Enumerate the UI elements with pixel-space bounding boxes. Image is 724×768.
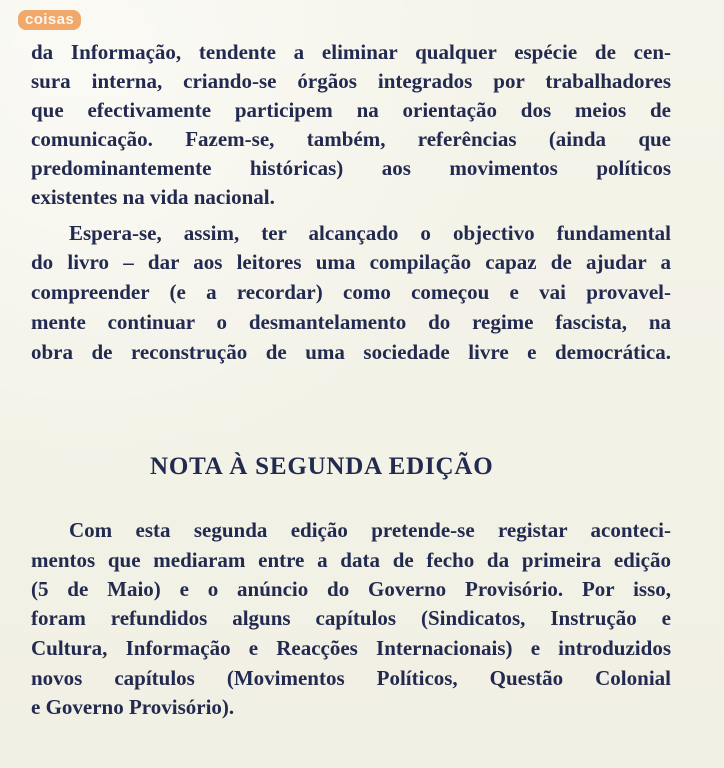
paragraph-3-line-5: Cultura, Informação e Reacções Internacionais) e introduzidos (31, 636, 671, 660)
paragraph-3-line-7: e Governo Provisório). (31, 695, 235, 719)
paragraph-3-line-3: (5 de Maio) e o anúncio do Governo Provisório. Por isso, (31, 577, 671, 601)
paragraph-3-line-1: Com esta segunda edição pretende-se registar aconteci- (69, 518, 671, 542)
paragraph-1-line-3: que efectivamente participem na orientação dos meios de (31, 98, 671, 122)
paragraph-3-line-2: mentos que mediaram entre a data de fecho da primeira edição (31, 548, 671, 572)
paragraph-2-line-2: do livro – dar aos leitores uma compilação capaz de ajudar a (31, 250, 671, 274)
paragraph-2-line-3: compreender (e a recordar) como começou e vai provavel- (31, 280, 671, 304)
paragraph-2-line-4: mente continuar o desmantelamento do regime fascista, na (31, 310, 671, 334)
paragraph-1-line-4: comunicação. Fazem-se, também, referências (ainda que (31, 127, 671, 151)
paragraph-1-line-1: da Informação, tendente a eliminar qualquer espécie de cen- (31, 40, 671, 64)
paragraph-3-line-6: novos capítulos (Movimentos Políticos, Questão Colonial (31, 666, 671, 690)
paragraph-3-line-4: foram refundidos alguns capítulos (Sindicatos, Instrução e (31, 606, 671, 630)
paragraph-2-line-1: Espera-se, assim, ter alcançado o objectivo fundamental (69, 221, 671, 245)
paragraph-1-line-5: predominantemente históricas) aos movimentos políticos (31, 156, 671, 180)
paragraph-1-line-2: sura interna, criando-se órgãos integrados por trabalhadores (31, 69, 671, 93)
paragraph-1-line-6: existentes na vida nacional. (31, 185, 275, 209)
paragraph-2-line-5: obra de reconstrução de uma sociedade livre e democrática. (31, 340, 671, 364)
section-heading: NOTA À SEGUNDA EDIÇÃO (150, 453, 494, 480)
coisas-watermark: coisas (18, 10, 81, 30)
